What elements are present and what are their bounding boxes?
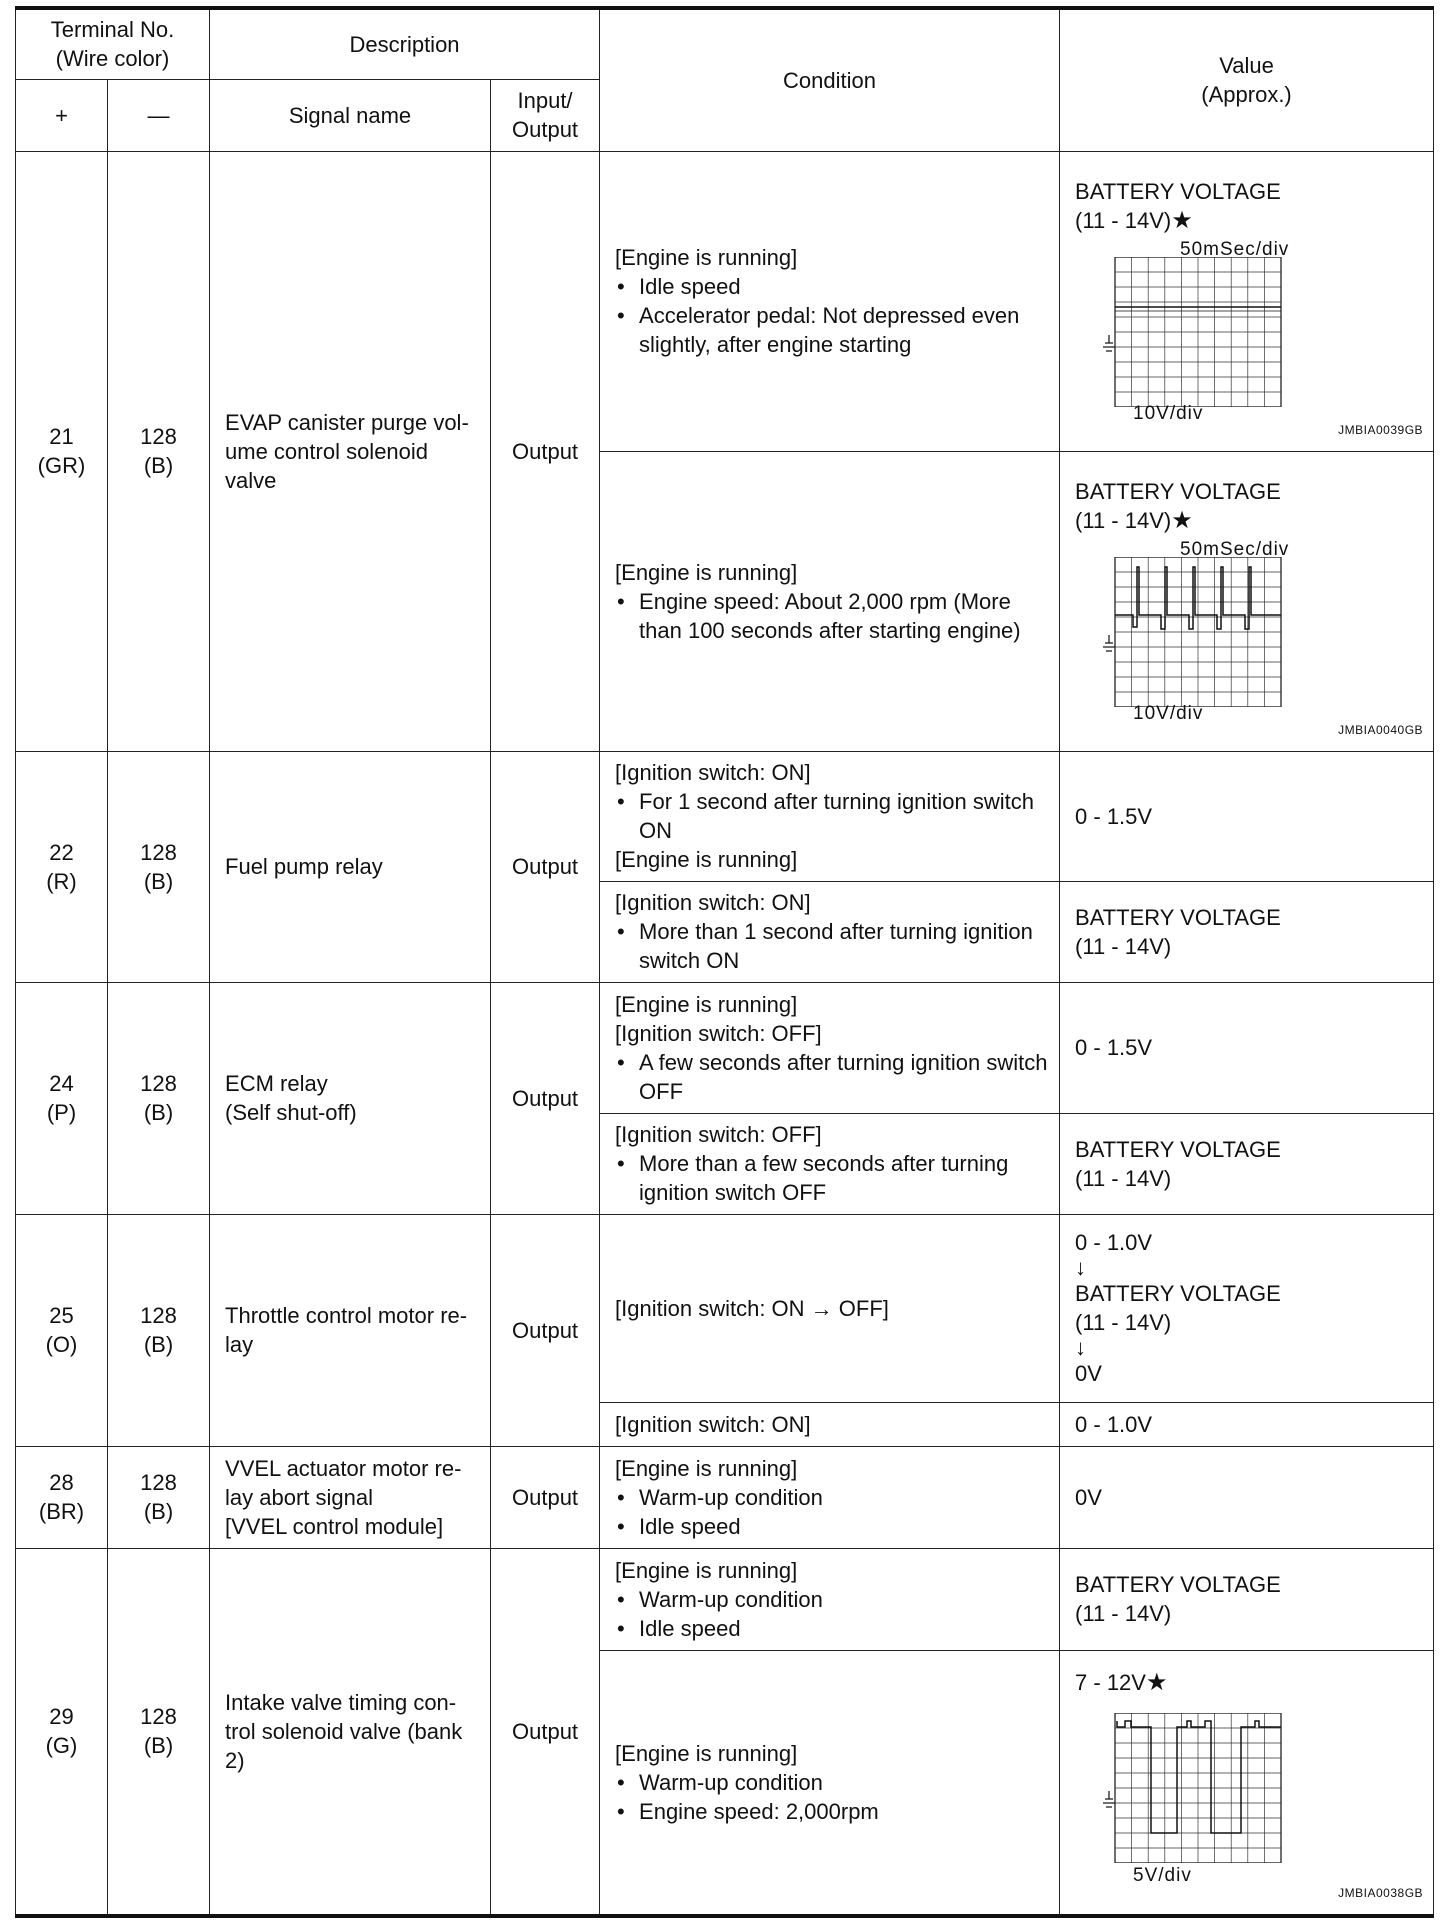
value-cell: 0V <box>1060 1446 1434 1548</box>
header-value: Value (Approx.) <box>1060 8 1434 151</box>
header-minus: — <box>108 79 210 151</box>
terminal-plus: 28 (BR) <box>16 1446 108 1548</box>
terminal-plus: 22 (R) <box>16 751 108 982</box>
value-cell: 0 - 1.0V ↓ BATTERY VOLTAGE (11 - 14V) ↓ 0V <box>1060 1214 1434 1402</box>
value-cell: BATTERY VOLTAGE (11 - 14V)★ 50mSec/div 10V/div JMBIA0040GB <box>1060 451 1434 751</box>
terminal-minus: 128 (B) <box>108 1446 210 1548</box>
value-cell: BATTERY VOLTAGE (11 - 14V)★ 50mSec/div 10V/div JMBIA0039GB <box>1060 151 1434 451</box>
scope-trace-pulse <box>1095 557 1295 707</box>
scope-trace-flat <box>1095 257 1295 407</box>
scope-trace-square <box>1095 1713 1295 1863</box>
figure-id: JMBIA0038GB <box>1338 1886 1424 1900</box>
condition-cell: [Engine is running] [Ignition switch: OFF] • A few seconds after turning ignition switch OFF <box>600 982 1060 1113</box>
signal-name: Fuel pump relay <box>210 751 491 982</box>
table-row <box>16 1214 1434 1402</box>
terminal-table-sheet <box>15 6 1433 1918</box>
condition-cell: [Engine is running] • Warm-up condition • Engine speed: 2,000rpm <box>600 1650 1060 1916</box>
condition-cell: [Ignition switch: ON → OFF] <box>600 1214 1060 1402</box>
value-cell: 0 - 1.5V <box>1060 751 1434 881</box>
star-icon: ★ <box>1171 207 1193 234</box>
io-type: Output <box>491 1548 600 1916</box>
terminal-plus: 24 (P) <box>16 982 108 1214</box>
terminal-minus: 128 (B) <box>108 1548 210 1916</box>
value-cell: BATTERY VOLTAGE (11 - 14V) <box>1060 881 1434 982</box>
io-type: Output <box>491 751 600 982</box>
header-condition: Condition <box>600 8 1060 151</box>
signal-name: Throttle control motor re- lay <box>210 1214 491 1446</box>
terminal-minus: 128 (B) <box>108 751 210 982</box>
figure-id: JMBIA0039GB <box>1338 422 1424 437</box>
condition-cell: [Ignition switch: ON] • For 1 second after turning ignition switch ON [Engine is running] <box>600 751 1060 881</box>
down-arrow-icon: ↓ <box>1075 1335 1087 1360</box>
condition-cell: [Engine is running] • Warm-up condition • Idle speed <box>600 1446 1060 1548</box>
header-io: Input/ Output <box>491 79 600 151</box>
condition-cell: [Ignition switch: ON] • More than 1 second after turning ignition switch ON <box>600 881 1060 982</box>
header-signal-name: Signal name <box>210 79 491 151</box>
value-cell: 0 - 1.0V <box>1060 1402 1434 1446</box>
condition-cell: [Ignition switch: ON] <box>600 1402 1060 1446</box>
terminal-minus: 128 (B) <box>108 982 210 1214</box>
table-row <box>16 982 1434 1113</box>
io-type: Output <box>491 982 600 1214</box>
terminal-table <box>15 6 1434 1918</box>
io-type: Output <box>491 1446 600 1548</box>
condition-cell: [Engine is running] • Warm-up condition • Idle speed <box>600 1548 1060 1650</box>
terminal-plus: 21 (GR) <box>16 151 108 751</box>
header-terminal: Terminal No. (Wire color) <box>16 8 210 79</box>
star-icon: ★ <box>1171 507 1193 534</box>
signal-name: VVEL actuator motor re- lay abort signal [VVEL control module] <box>210 1446 491 1548</box>
terminal-plus: 29 (G) <box>16 1548 108 1916</box>
value-cell: BATTERY VOLTAGE (11 - 14V) <box>1060 1548 1434 1650</box>
terminal-minus: 128 (B) <box>108 1214 210 1446</box>
oscilloscope-figure: 5V/div <box>1075 1697 1425 1897</box>
figure-id: JMBIA0040GB <box>1338 722 1424 737</box>
header-plus: + <box>16 79 108 151</box>
terminal-plus: 25 (O) <box>16 1214 108 1446</box>
signal-name: Intake valve timing con- trol solenoid valve (bank 2) <box>210 1548 491 1916</box>
terminal-minus: 128 (B) <box>108 151 210 751</box>
star-icon: ★ <box>1145 1668 1168 1696</box>
value-cell: 0 - 1.5V <box>1060 982 1434 1113</box>
table-row <box>16 1548 1434 1650</box>
value-cell: BATTERY VOLTAGE (11 - 14V) <box>1060 1113 1434 1214</box>
down-arrow-icon: ↓ <box>1075 1255 1087 1280</box>
condition-cell: [Ignition switch: OFF] • More than a few seconds after turning ignition switch OFF <box>600 1113 1060 1214</box>
signal-name: ECM relay (Self shut-off) <box>210 982 491 1214</box>
io-type: Output <box>491 1214 600 1446</box>
table-row <box>16 151 1434 451</box>
oscilloscope-figure: 50mSec/div 10V/div <box>1075 235 1425 425</box>
header-description: Description <box>210 8 600 79</box>
value-cell: 7 - 12V★ 5V/div JMBIA0038GB <box>1060 1650 1434 1916</box>
table-row <box>16 1446 1434 1548</box>
io-type: Output <box>491 151 600 751</box>
signal-name: EVAP canister purge vol- ume control solenoid valve <box>210 151 491 751</box>
condition-cell: [Engine is running] • Idle speed • Accelerator pedal: Not depressed even slightly, after engine starting <box>600 151 1060 451</box>
condition-cell: [Engine is running] • Engine speed: About 2,000 rpm (More than 100 seconds after starting engine) <box>600 451 1060 751</box>
table-row <box>16 751 1434 881</box>
oscilloscope-figure: 50mSec/div 10V/div <box>1075 535 1425 725</box>
